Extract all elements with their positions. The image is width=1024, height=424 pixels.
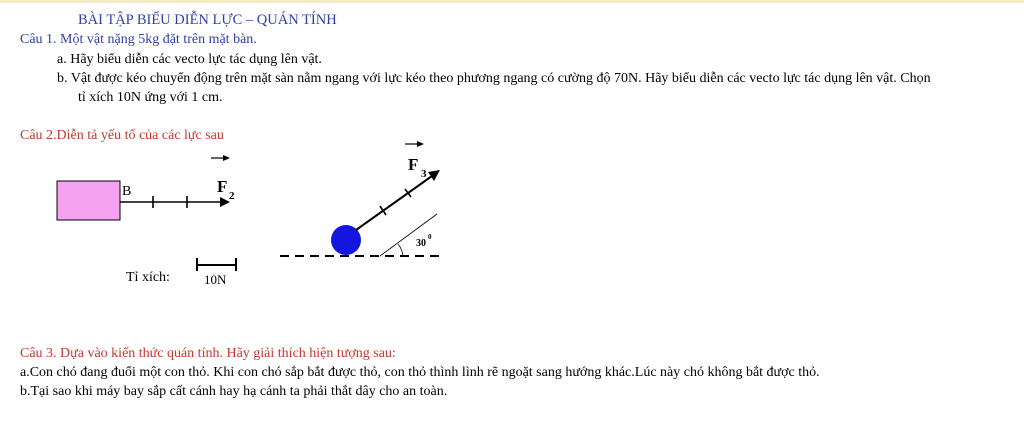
angle-arc <box>398 244 403 256</box>
question-1-part-b-line-2: tỉ xích 10N ứng với 1 cm. <box>78 90 223 105</box>
angle-degree-mark: 0 <box>428 233 432 241</box>
question-3-heading: Câu 3. Dựa vào kiến thức quán tính. Hãy giải thích hiện tượng sau: <box>20 346 396 361</box>
force-f2-subscript: 2 <box>229 190 235 202</box>
force-f3-tick-2 <box>405 189 411 197</box>
force-f3-line <box>356 176 432 230</box>
question-1-part-b-line-1: b. Vật được kéo chuyển động trên mặt sàn nằm ngang với lực kéo theo phương ngang có cường độ 70N. Hãy biểu diễn các vecto lực tác dụng lên vật. Chọn <box>57 71 931 86</box>
scale-label: Tỉ xích: <box>126 270 170 285</box>
question-1-part-a: a. Hãy biểu diễn các vecto lực tác dụng lên vật. <box>57 52 322 67</box>
block-b-label: B <box>122 184 132 199</box>
force-f2-label: F <box>217 177 228 196</box>
scale-value: 10N <box>204 272 227 287</box>
question-3-part-a: a.Con chó đang đuổi một con thỏ. Khi con chó sắp bắt được thỏ, con thỏ thình lình rẽ ngoặt sang hướng khác.Lúc này chó không bắt được thỏ. <box>20 365 820 380</box>
force-f3-label: F <box>408 155 419 174</box>
f2-vector-arrow-head <box>223 155 230 161</box>
question-2-heading: Câu 2.Diễn tả yếu tố của các lực sau <box>20 128 224 143</box>
force-f3-arrowhead <box>428 170 440 181</box>
question-3-part-b: b.Tại sao khi máy bay sắp cất cánh hay hạ cánh ta phải thắt dây cho an toàn. <box>20 384 448 399</box>
force-f3-subscript: 3 <box>421 168 427 180</box>
block-b <box>57 181 120 220</box>
question-1-heading: Câu 1. Một vật nặng 5kg đặt trên mặt bàn. <box>20 32 257 47</box>
page-title: BÀI TẬP BIỂU DIỄN LỰC – QUÁN TÍNH <box>78 12 337 28</box>
angle-value: 30 <box>416 238 426 249</box>
f3-vector-arrow-head <box>417 141 424 147</box>
